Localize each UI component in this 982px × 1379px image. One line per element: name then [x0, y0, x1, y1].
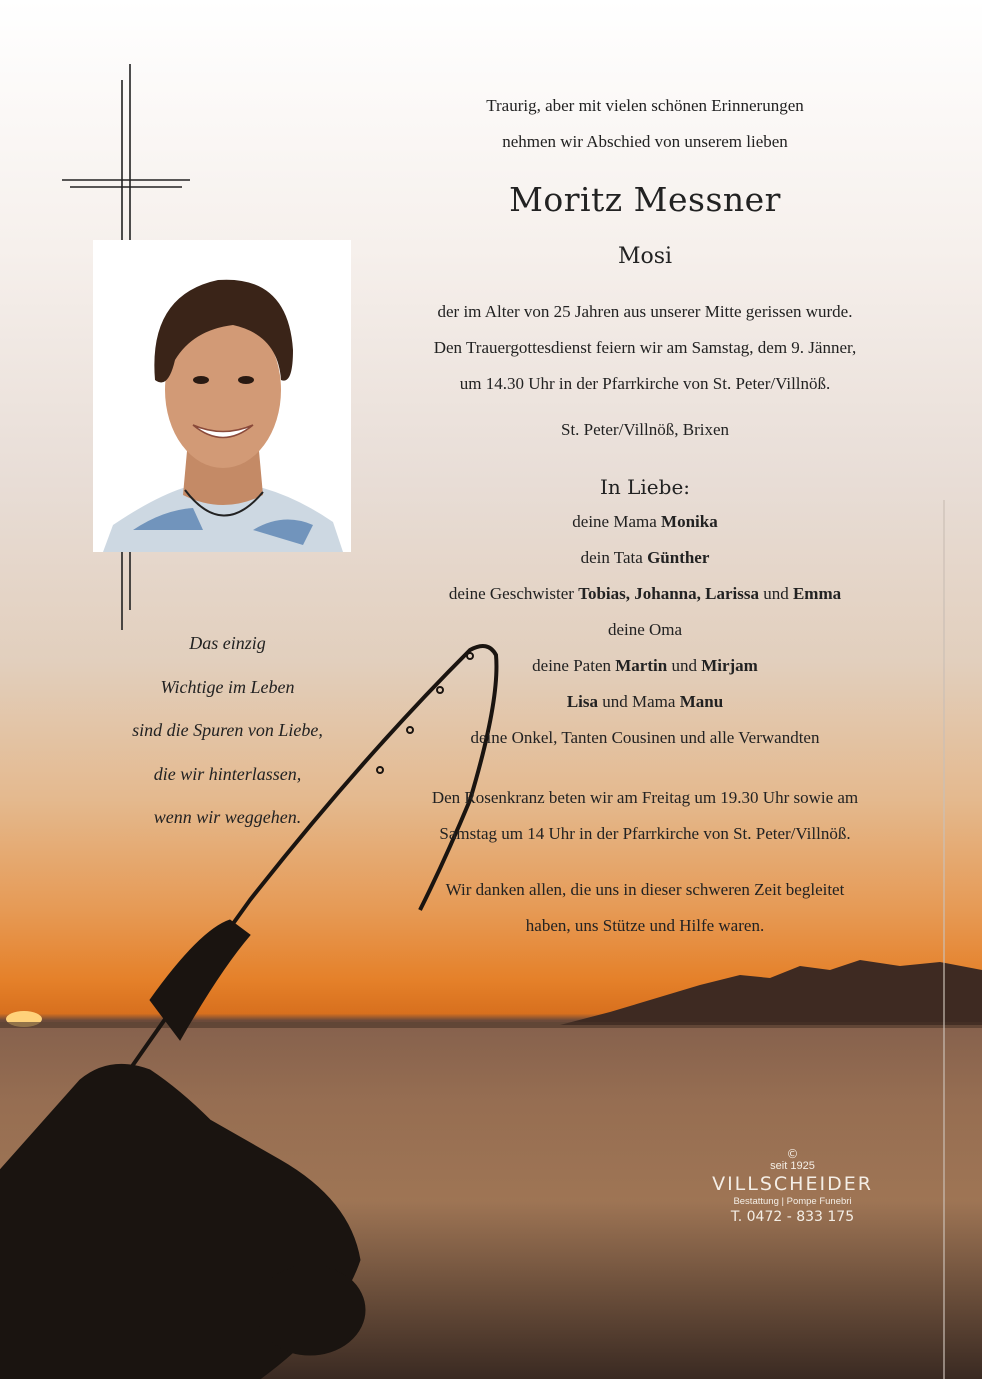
mourners-list [380, 504, 910, 756]
logo-since: seit 1925 [770, 1160, 815, 1172]
thanks-line: haben, uns Stütze und Hilfe waren. [525, 916, 765, 935]
logo-subtitle: Bestattung | Pompe Funebri [733, 1196, 852, 1207]
intro-line-1: Traurig, aber mit vielen schönen Erinnerungen [486, 96, 804, 115]
place-line: St. Peter/Villnöß, Brixen [560, 420, 730, 439]
rosary-line: Samstag um 14 Uhr in der Pfarrkirche von St. Peter/Villnöß. [439, 824, 851, 843]
logo-phone: T. 0472 - 833 175 [730, 1209, 855, 1225]
mourner-tata: dein Tata Günther [580, 548, 710, 567]
rosary-line: Den Rosenkranz beten wir am Freitag um 19.30 Uhr sowie am [431, 788, 859, 807]
quote-line: Das einzig [189, 633, 266, 653]
memorial-quote [100, 622, 355, 840]
mourner-mama: deine Mama Monika [572, 512, 718, 531]
mourner-lisa: Lisa und Mama Manu [566, 692, 724, 711]
announcement-line: Den Trauergottesdienst feiern wir am Samstag, dem 9. Jänner, [433, 338, 857, 357]
mourner-oma: deine Oma [607, 620, 683, 639]
thanks-line: Wir danken allen, die uns in dieser schweren Zeit begleitet [445, 880, 845, 899]
mourner-paten: deine Paten Martin und Mirjam [532, 656, 758, 675]
quote-line: Wichtige im Leben [160, 676, 295, 697]
announcement-block [380, 88, 910, 160]
deceased-nickname: Mosi [617, 244, 673, 269]
quote-line: wenn wir weggehen. [153, 807, 302, 827]
logo-brand: VILLSCHEIDER [712, 1173, 873, 1195]
quote-line: die wir hinterlassen, [153, 763, 302, 784]
mourner-siblings: deine Geschwister Tobias, Johanna, Larissa und Emma [448, 584, 842, 603]
quote-line: sind die Spuren von Liebe, [132, 720, 323, 740]
mourner-relatives: deine Onkel, Tanten Cousinen und alle Verwandten [470, 728, 820, 747]
copyright-symbol: © [786, 1147, 799, 1161]
announcement-line: um 14.30 Uhr in der Pfarrkirche von St. Peter/Villnöß. [459, 374, 831, 393]
portrait-photo [93, 240, 351, 552]
mourners-heading: In Liebe: [599, 475, 691, 499]
announcement-line: der im Alter von 25 Jahren aus unserer Mitte gerissen wurde. [437, 302, 853, 321]
intro-line-2: nehmen wir Abschied von unserem lieben [502, 132, 788, 151]
funeral-home-logo [700, 1148, 885, 1226]
deceased-name: Moritz Messner [509, 180, 781, 219]
